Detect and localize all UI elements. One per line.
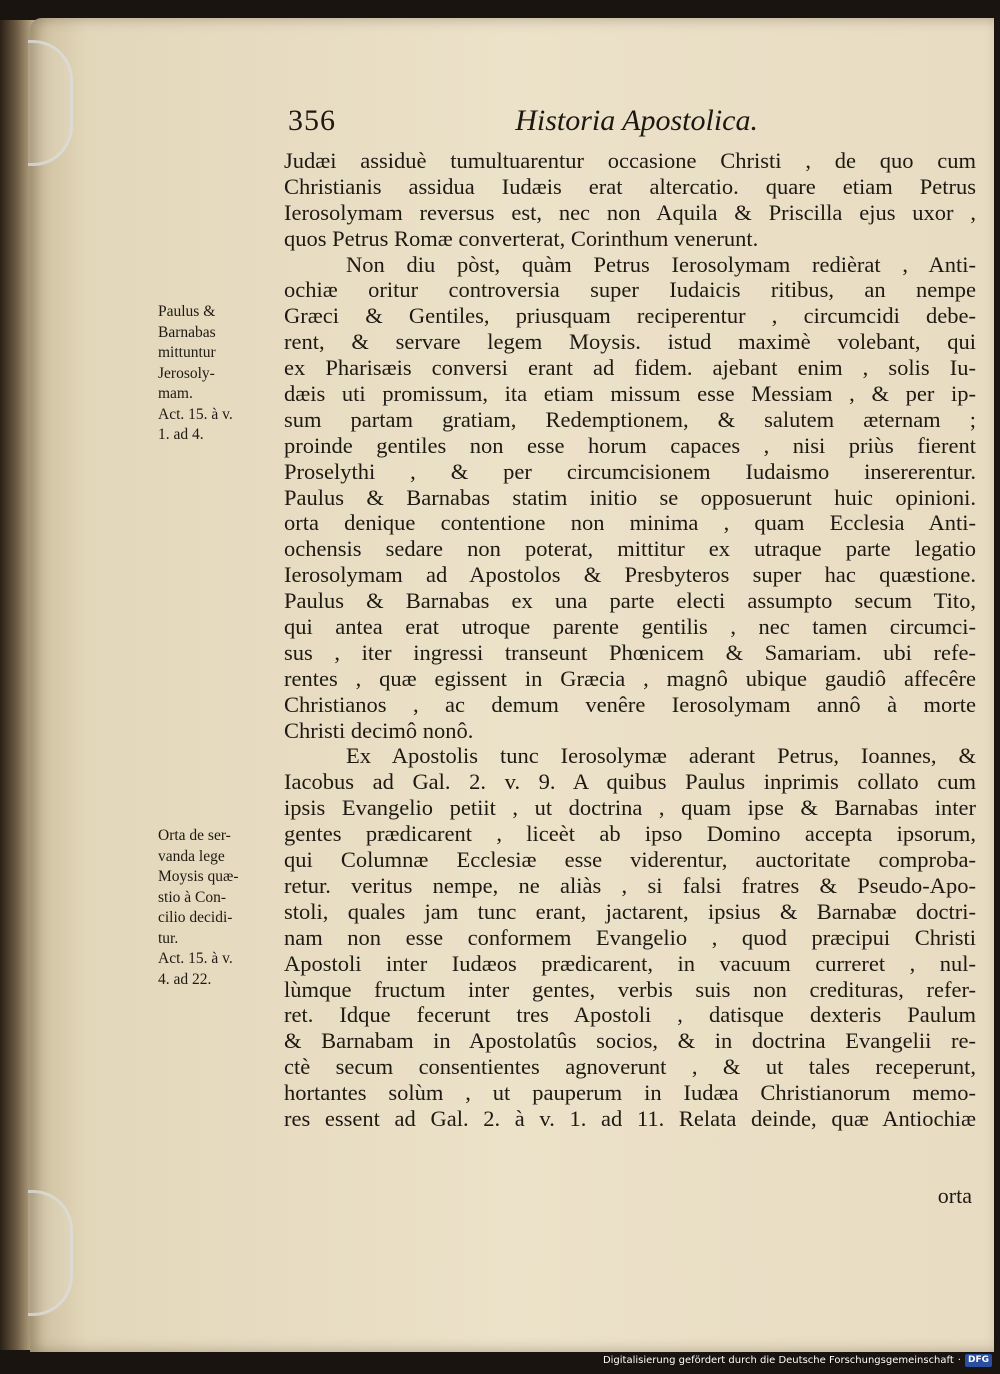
text-line: Apostoli inter Iudæos prædicarent, in vacuum curreret , nul- — [284, 950, 976, 976]
marginal-note-line: tur. — [158, 929, 179, 947]
marginal-note-line: Act. 15. à v. — [158, 950, 233, 967]
marginal-note-line: Act. 15. à v. — [158, 405, 233, 423]
text-line: orta denique contentione non minima , quam Ecclesia Anti- — [284, 510, 976, 536]
text-line: Ierosolymam reversus est, nec non Aquila & Priscilla ejus uxor , — [284, 199, 976, 225]
text-line: ex Pharisæis conversi erant ad fidem. ajebant enim , solis Iu- — [284, 355, 976, 381]
text-line: rentes , quæ egissent in Græcia , magnô ubique gaudiô affecêre — [284, 665, 976, 691]
text-line: Græci & Gentiles, priusquam reciperentur , circumcidi debe- — [284, 303, 976, 329]
marginal-note-line: 4. ad 22. — [158, 970, 212, 988]
text-line: stoli, quales jam tunc erant, jactarent, ipsius & Barnabæ doctri- — [284, 898, 976, 924]
text-line: & Barnabam in Apostolatûs socios, & in doctrina Evangelii re- — [284, 1028, 976, 1054]
marginal-note-line: Orta de ser- — [158, 827, 231, 844]
text-line: quos Petrus Romæ converterat, Corinthum venerunt. — [284, 225, 759, 251]
marginal-note-line: mittuntur — [158, 344, 216, 361]
text-line: ipsis Evangelio petiit , ut doctrina , quam ipse & Barnabas inter — [284, 795, 976, 821]
running-head — [288, 104, 758, 148]
marginal-note-line: Barnabas — [158, 323, 216, 341]
text-line: qui antea erat utroque parente gentilis , nec tamen circumci- — [284, 614, 976, 640]
page-clip-bottom — [28, 1190, 73, 1316]
text-line: nam non esse conformem Evangelio , quod præcipui Christi — [284, 924, 976, 950]
text-line: gentes prædicarent , liceèt ab ipso Domino accepta ipsorum, — [284, 821, 976, 847]
text-line: retur. veritus nempe, ne aliàs , si falsi fratres & Pseudo-Apo- — [284, 872, 976, 898]
text-line: Judæi assiduè tumultuarentur occasione Christi , de quo cum — [284, 148, 976, 173]
page-clip-top — [28, 40, 73, 166]
text-line: sum partam gratiam, Redemptionem, & salutem æternam ; — [284, 406, 976, 432]
text-line: Christianos , ac demum venêre Ierosolymam annô à morte — [284, 691, 976, 717]
catchword: orta — [937, 1183, 972, 1208]
body-text — [284, 148, 976, 1132]
credit-text: Digitalisierung gefördert durch die Deutsche Forschungsgemeinschaft — [602, 1354, 954, 1366]
text-line: Paulus & Barnabas statim initio se opposuerunt huic opinioni. — [284, 484, 976, 510]
marginal-note-line: vanda lege — [158, 847, 225, 865]
paragraph-first-line: Non diu pòst, quàm Petrus Ierosolymam redièrat , Anti- — [346, 251, 976, 277]
text-line: ret. Idque fecerunt tres Apostoli , datisque dexteris Paulum — [284, 1002, 976, 1028]
text-line: sus , iter ingressi transeunt Phœnicem & Samariam. ubi refe- — [284, 639, 976, 665]
text-line: dæis uti promissum, ita etiam missum esse Messiam , & per ip- — [284, 381, 976, 407]
running-head-title: Historia Apostolica. — [515, 104, 758, 137]
text-line: ctè secum consentientes agnoverunt , & ut tales receperunt, — [284, 1054, 976, 1080]
text-line: lùmque fructum inter gentes, verbis suis non credituras, refer- — [284, 976, 976, 1002]
marginal-note-line: 1. ad 4. — [158, 426, 204, 443]
text-line: res essent ad Gal. 2. à v. 1. ad 11. Relata deinde, quæ Antiochiæ — [284, 1105, 976, 1131]
text-line: Ierosolymam ad Apostolos & Presbyteros super hac quæstione. — [284, 562, 976, 588]
text-line: hortantes solùm , ut pauperum in Iudæa Christianorum memo- — [284, 1080, 976, 1106]
text-line: Iacobus ad Gal. 2. v. 9. A quibus Paulus inprimis collato cum — [284, 769, 976, 795]
paragraph-first-line: Ex Apostolis tunc Ierosolymæ aderant Petrus, Ioannes, & — [346, 743, 976, 769]
marginal-note — [158, 302, 270, 446]
text-line: Christianis assidua Iudæis erat altercatio. quare etiam Petrus — [284, 173, 976, 199]
digitization-credit: Digitalisierung gefördert durch die Deutsche Forschungsgemeinschaft · DFG — [603, 1352, 992, 1368]
marginal-note-line: Jerosoly- — [158, 364, 215, 382]
text-line: proinde gentiles non esse horum capaces , nisi priùs fierent — [284, 432, 976, 458]
marginal-note-line: stio à Con- — [158, 888, 227, 906]
text-line: qui Columnæ Ecclesiæ esse viderentur, auctoritate comproba- — [284, 847, 976, 873]
text-line: ochensis sedare non poterat, mittitur ex utraque parte legatio — [284, 536, 976, 562]
text-line: Paulus & Barnabas ex una parte electi assumpto secum Tito, — [284, 588, 976, 614]
text-line: Christi decimô nonô. — [284, 717, 474, 743]
marginal-note-line: mam. — [158, 385, 193, 402]
marginal-note-line: Paulus & — [158, 303, 216, 320]
marginal-note-line: Moysis quæ- — [158, 868, 239, 885]
page-number: 356 — [288, 104, 336, 137]
dfg-logo: DFG — [965, 1354, 992, 1367]
marginal-note-line: cilio decidi- — [158, 909, 233, 926]
text-line: rent, & servare legem Moysis. istud maximè volebant, qui — [284, 329, 976, 355]
marginal-note — [158, 826, 270, 990]
text-line: ochiæ oritur controversia super Iudaicis ritibus, an nempe — [284, 277, 976, 303]
text-line: Proselythi , & per circumcisionem Iudaismo insererentur. — [284, 458, 976, 484]
